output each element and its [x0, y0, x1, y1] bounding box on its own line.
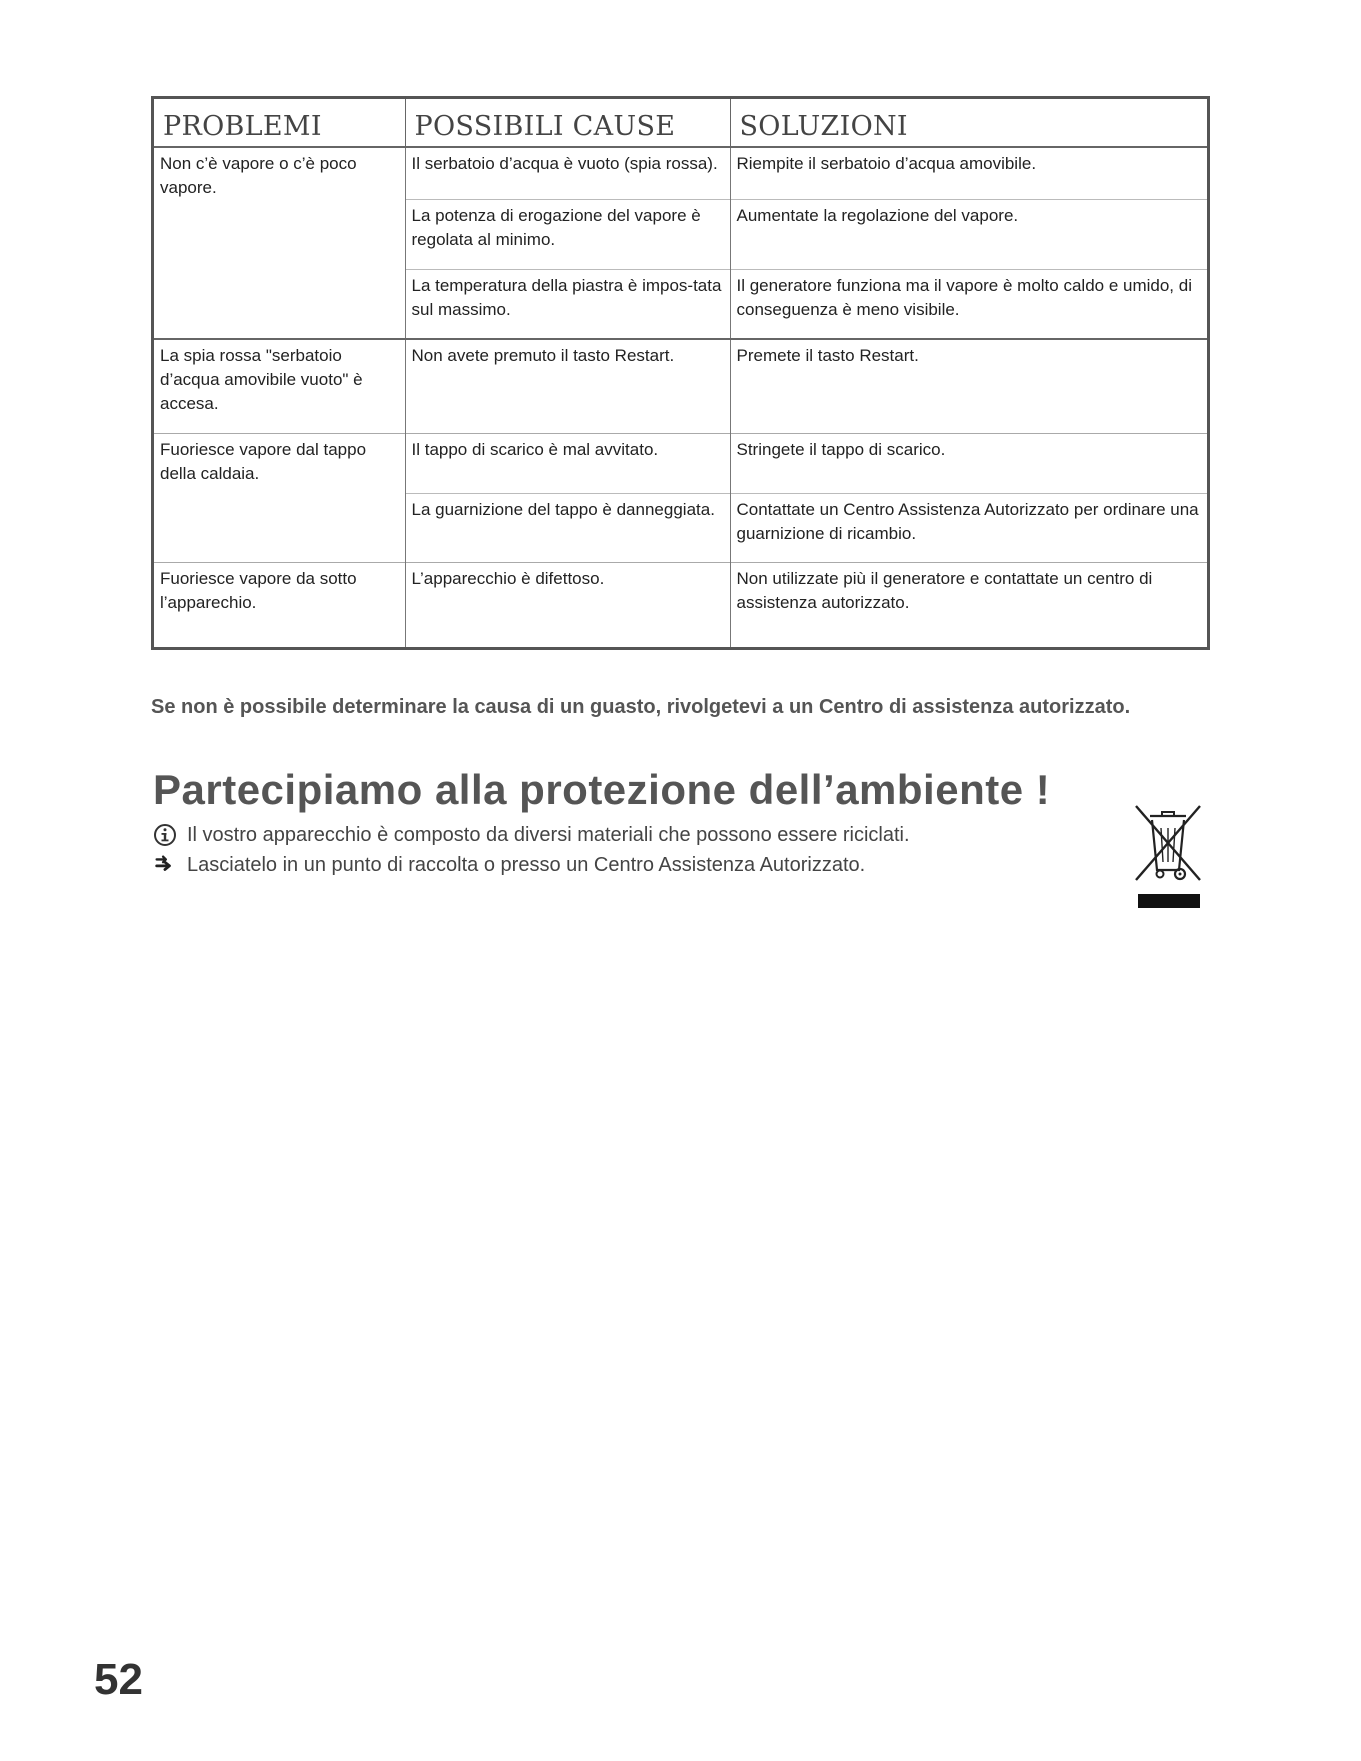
- environment-title: Partecipiamo alla protezione dell’ambiente !: [153, 766, 1051, 813]
- solution-cell: Stringete il tappo di scarico.: [730, 433, 1207, 493]
- header-possibili-cause: POSSIBILI CAUSE: [405, 99, 730, 147]
- arrow-right-icon: [153, 853, 177, 877]
- header-soluzioni: SOLUZIONI: [730, 99, 1207, 147]
- environment-info-line: [153, 823, 910, 847]
- page-number: 52: [94, 1655, 143, 1704]
- solution-cell: Riempite il serbatoio d’acqua amovibile.: [730, 147, 1207, 199]
- support-note: Se non è possibile determinare la causa di un guasto, rivolgetevi a un Centro di assistenza autorizzato.: [151, 696, 1131, 718]
- cause-cell: Non avete premuto il tasto Restart.: [405, 339, 730, 433]
- troubleshooting-table: [151, 96, 1210, 650]
- problem-cell: La spia rossa "serbatoio d’acqua amovibile vuoto" è accesa.: [154, 339, 405, 433]
- problem-cell: Fuoriesce vapore da sotto l’apparechio.: [154, 562, 405, 647]
- cause-cell: L’apparecchio è difettoso.: [405, 562, 730, 647]
- cause-cell: La potenza di erogazione del vapore è regolata al minimo.: [405, 199, 730, 269]
- crossed-bin-icon: [1128, 800, 1208, 910]
- solution-cell: Premete il tasto Restart.: [730, 339, 1207, 433]
- table-header-row: [154, 99, 1207, 147]
- solution-cell: Il generatore funziona ma il vapore è molto caldo e umido, di conseguenza è meno visibile.: [730, 269, 1207, 339]
- cause-cell: La temperatura della piastra è impos-tata sul massimo.: [405, 269, 730, 339]
- action-text: Lasciatelo in un punto di raccolta o presso un Centro Assistenza Autorizzato.: [187, 853, 866, 876]
- header-problemi: PROBLEMI: [154, 99, 405, 147]
- info-icon: [153, 823, 177, 847]
- problem-cell: Non c’è vapore o c’è poco vapore.: [154, 147, 405, 339]
- cause-cell: Il tappo di scarico è mal avvitato.: [405, 433, 730, 493]
- solution-cell: Non utilizzate più il generatore e contattate un centro di assistenza autorizzato.: [730, 562, 1207, 647]
- problem-cell: Fuoriesce vapore dal tappo della caldaia.: [154, 433, 405, 562]
- solution-cell: Contattate un Centro Assistenza Autorizzato per ordinare una guarnizione di ricambio.: [730, 493, 1207, 562]
- table-row: [154, 562, 1207, 647]
- table-row: [154, 433, 1207, 493]
- cause-cell: Il serbatoio d’acqua è vuoto (spia rossa).: [405, 147, 730, 199]
- info-text: Il vostro apparecchio è composto da diversi materiali che possono essere riciclati.: [187, 823, 910, 846]
- table-row: [154, 339, 1207, 433]
- solution-cell: Aumentate la regolazione del vapore.: [730, 199, 1207, 269]
- table-row: [154, 147, 1207, 199]
- environment-action-line: [153, 853, 865, 877]
- cause-cell: La guarnizione del tappo è danneggiata.: [405, 493, 730, 562]
